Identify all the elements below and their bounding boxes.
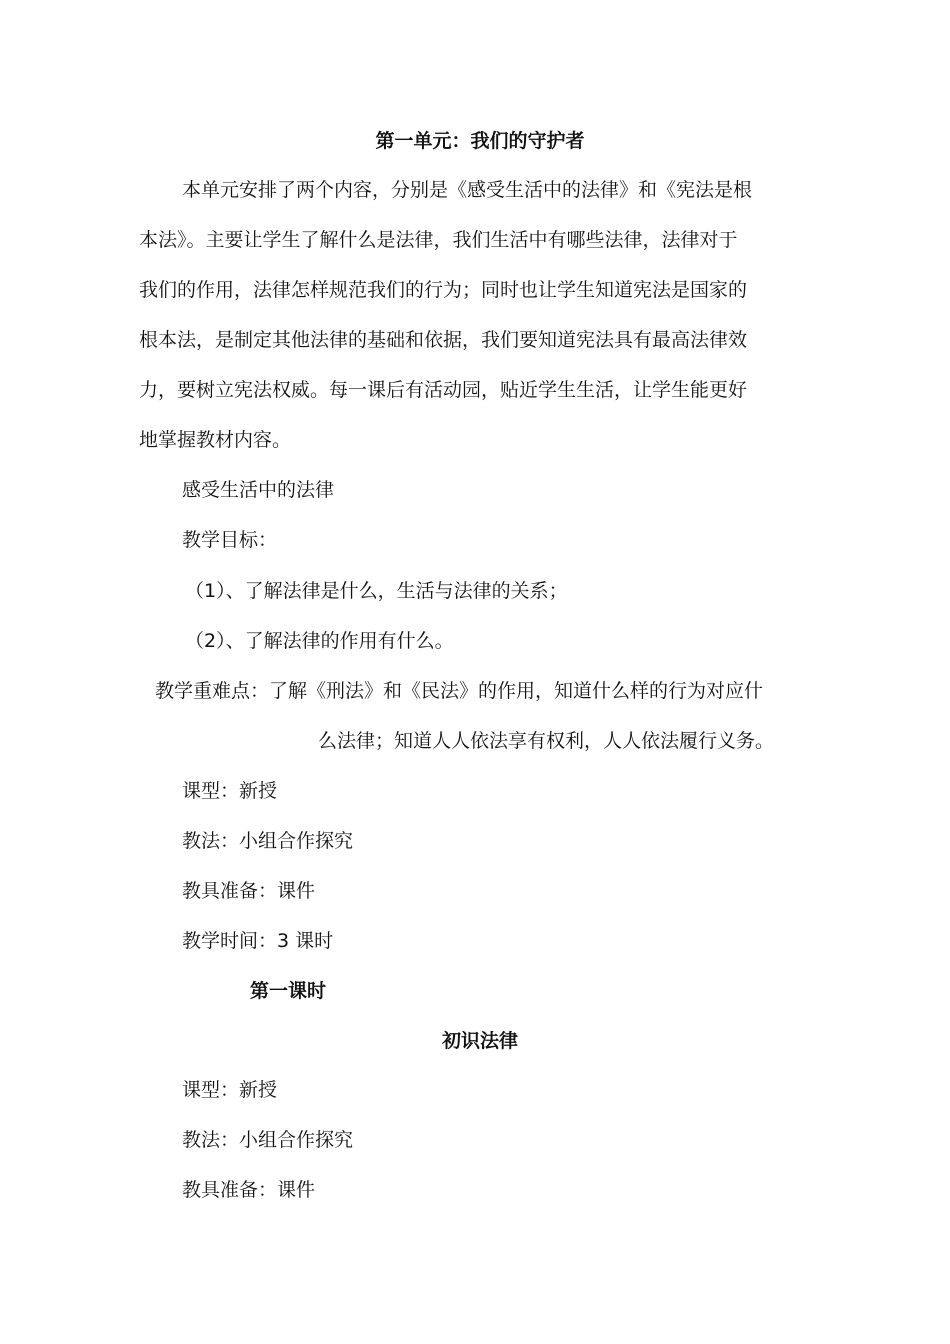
period-title: 第一课时 [250,980,327,1002]
key-points-line-2: 么法律；知道人人依法享有权利，人人依法履行义务。 [318,730,775,752]
intro-line-3: 我们的作用，法律怎样规范我们的行为；同时也让学生知道宪法是国家的 [139,279,748,301]
course-type: 课型：新授 [182,780,278,802]
key-points-line-1: 教学重难点：了解《刑法》和《民法》的作用，知道什么样的行为对应什 [155,680,764,702]
intro-line-6: 地掌握教材内容。 [139,429,292,451]
objectives-label: 教学目标： [182,529,278,551]
teaching-materials: 教具准备：课件 [182,880,316,902]
teaching-method: 教法：小组合作探究 [182,830,354,852]
lesson-title: 感受生活中的法律 [182,479,335,501]
intro-line-2: 本法》。主要让学生了解什么是法律，我们生活中有哪些法律，法律对于 [139,229,738,251]
teaching-time: 教学时间：3 课时 [182,930,334,952]
unit-title: 第一单元：我们的守护者 [375,130,585,152]
intro-line-1: 本单元安排了两个内容，分别是《感受生活中的法律》和《宪法是根 [182,179,753,201]
course-type-2: 课型：新授 [182,1079,278,1101]
teaching-method-2: 教法：小组合作探究 [182,1129,354,1151]
section-title: 初识法律 [441,1030,518,1052]
teaching-materials-2: 教具准备：课件 [182,1179,316,1201]
objective-2: （2）、了解法律的作用有什么。 [185,630,454,652]
objective-1: （1）、了解法律是什么，生活与法律的关系； [185,580,568,602]
intro-line-4: 根本法，是制定其他法律的基础和依据，我们要知道宪法具有最高法律效 [139,329,748,351]
intro-line-5: 力，要树立宪法权威。每一课后有活动园，贴近学生生活，让学生能更好 [139,379,748,401]
